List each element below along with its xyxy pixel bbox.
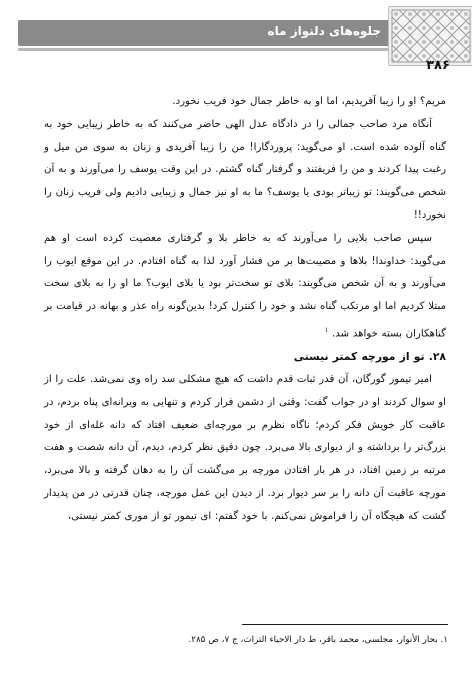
footnote-separator	[242, 624, 448, 625]
paragraph: مریم؟ او را زیبا آفریدیم، اما او به خاطر جمال خود فریب نخورد.	[172, 96, 446, 107]
page-number: ۳۸۶	[426, 58, 450, 73]
geometric-ornament-icon	[388, 6, 472, 66]
book-title: جلوه‌های دلنواز ماه	[267, 24, 381, 38]
paragraph: امیر تیمور گورگان، آن قدر ثبات قدم داشت که هیچ مشکلی سد راه وی نمی‌شد. علت را از او سوال کردند او در جواب گفت: وقتی از دشمن فرار کردم و تنهایی به ویرانه‌ای پناه بردم، در عاقبت کار خویش فکر کردم؛ ناگاه نظرم بر مورچه‌ای ضعیف افتاد که دانه غله‌ای از خود بزرگ‌تر را برداشته و از دیواری بالا می‌برد. چون دقیق نظر کردم، دیدم، آن دانه شصت و هفت مرتبه بر زمین افتاد، در هر بار افتادن مورچه بر می‌گشت آن را به دهان گرفته و بالا می‌برد، مورچه عاقبت آن دانه را بر سر دیوار برد. از دیدن این عمل مورچه، چنان قدرتی در من پدیدار گشت که هیچگاه آن را فراموش نمی‌کنم. با خود گفتم: ای تیمور تو از موری کمتر نیستی،	[44, 373, 446, 522]
section-title: ۲۸. تو از مورچه کمتر نیستی	[293, 350, 446, 364]
paragraph	[44, 228, 446, 346]
header-band	[18, 20, 393, 46]
paragraph: آنگاه مرد صاحب جمالی را در دادگاه عدل الهی حاضر می‌کنند که به خاطر زیبایی خود به گناه آلوده شده است. او می‌گوید: پروردگارا! من را زیبا آفریدی و زنان به سوی من میل و رغبت پیدا کردند و من را فریفتند و گرفتار گناه گشتم. در این وقت یوسف را می‌آورند و به آن شخص می‌گویند: تو زیباتر بودی یا یوسف؟ ما به او نیز جمال و زیبایی دادیم ولی فریب زنان را نخورد!!	[44, 118, 446, 221]
footnote: ۱. بحار الأنوار، مجلسی، محمد باقر، ط دار الاحیاء التراث، ج ۷، ص ۲۸۵.	[188, 635, 448, 645]
body-text	[44, 91, 446, 529]
footnote-marker: ۱	[324, 325, 329, 334]
paragraph-text: سپس صاحب بلایی را می‌آورند که به خاطر بلا و گرفتاری معصیت کرده است او هم می‌گوید: خداوندا! بلاها و مصیبت‌ها بر من فشار آورد لذا به گناه افتادم. در این موقع ایوب را می‌آورند و به آن شخص می‌گویند: بلای تو سخت‌تر بود یا بلای ایوب؟ ما او را به بلای سخت مبتلا کردیم اما او مرتکب گناه نشد و خود را کنترل کرد! بدین‌گونه راه عذر و بهانه در قیامت بر گناهکاران بسته خواهد شد.	[44, 232, 446, 340]
